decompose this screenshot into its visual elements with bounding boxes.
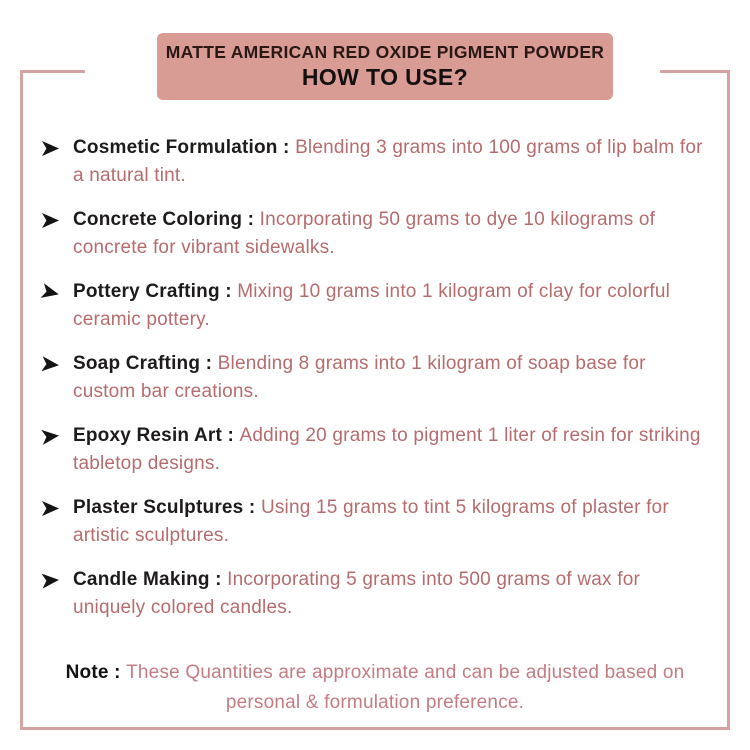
item-description: Blending 3 grams into 100 grams of lip balm for a natural tint.	[73, 137, 703, 186]
item-label: Plaster Sculptures :	[73, 497, 261, 518]
item-label: Concrete Coloring :	[73, 209, 260, 230]
header-banner-wrap	[85, 33, 660, 100]
list-item-text	[73, 206, 708, 262]
arrow-bullet-icon	[41, 356, 59, 372]
list-item	[42, 566, 710, 622]
item-label: Candle Making :	[73, 569, 228, 590]
list-item	[42, 278, 710, 334]
product-title: MATTE AMERICAN RED OXIDE PIGMENT POWDER	[165, 42, 605, 62]
item-label: Cosmetic Formulation :	[73, 137, 296, 158]
list-item-text	[73, 494, 708, 550]
list-item-text	[73, 278, 708, 334]
note-block	[30, 658, 720, 718]
item-description: Mixing 10 grams into 1 kilogram of clay for colorful ceramic pottery.	[73, 281, 671, 330]
list-item	[42, 134, 710, 190]
list-item-text	[73, 422, 708, 478]
note-text: These Quantities are approximate and can be adjusted based on personal & formulation preference.	[126, 662, 685, 713]
arrow-bullet-icon	[41, 572, 59, 588]
item-description: Blending 8 grams into 1 kilogram of soap base for custom bar creations.	[73, 353, 646, 402]
list-item-text	[73, 566, 708, 622]
list-item	[42, 422, 710, 478]
item-label: Pottery Crafting :	[73, 281, 238, 302]
header-banner	[157, 33, 613, 100]
list-item	[42, 350, 710, 406]
item-description: Using 15 grams to tint 5 kilograms of plaster for artistic sculptures.	[73, 497, 669, 546]
list-item-text	[73, 350, 708, 406]
usage-list	[42, 134, 710, 638]
item-label: Soap Crafting :	[73, 353, 218, 374]
arrow-bullet-icon	[42, 213, 59, 228]
arrow-bullet-icon	[42, 141, 59, 156]
list-item	[42, 494, 710, 550]
item-description: Incorporating 50 grams to dye 10 kilograms of concrete for vibrant sidewalks.	[73, 209, 656, 258]
list-item-text	[73, 134, 708, 190]
arrow-bullet-icon	[41, 428, 59, 445]
item-description: Incorporating 5 grams into 500 grams of wax for uniquely colored candles.	[73, 569, 640, 618]
arrow-bullet-icon	[41, 283, 61, 301]
arrow-bullet-icon	[42, 501, 59, 516]
item-description: Adding 20 grams to pigment 1 liter of resin for striking tabletop designs.	[73, 425, 701, 474]
section-heading: HOW TO USE?	[301, 64, 469, 90]
list-item	[42, 206, 710, 262]
item-label: Epoxy Resin Art :	[73, 425, 240, 446]
note-label: Note :	[65, 662, 127, 683]
